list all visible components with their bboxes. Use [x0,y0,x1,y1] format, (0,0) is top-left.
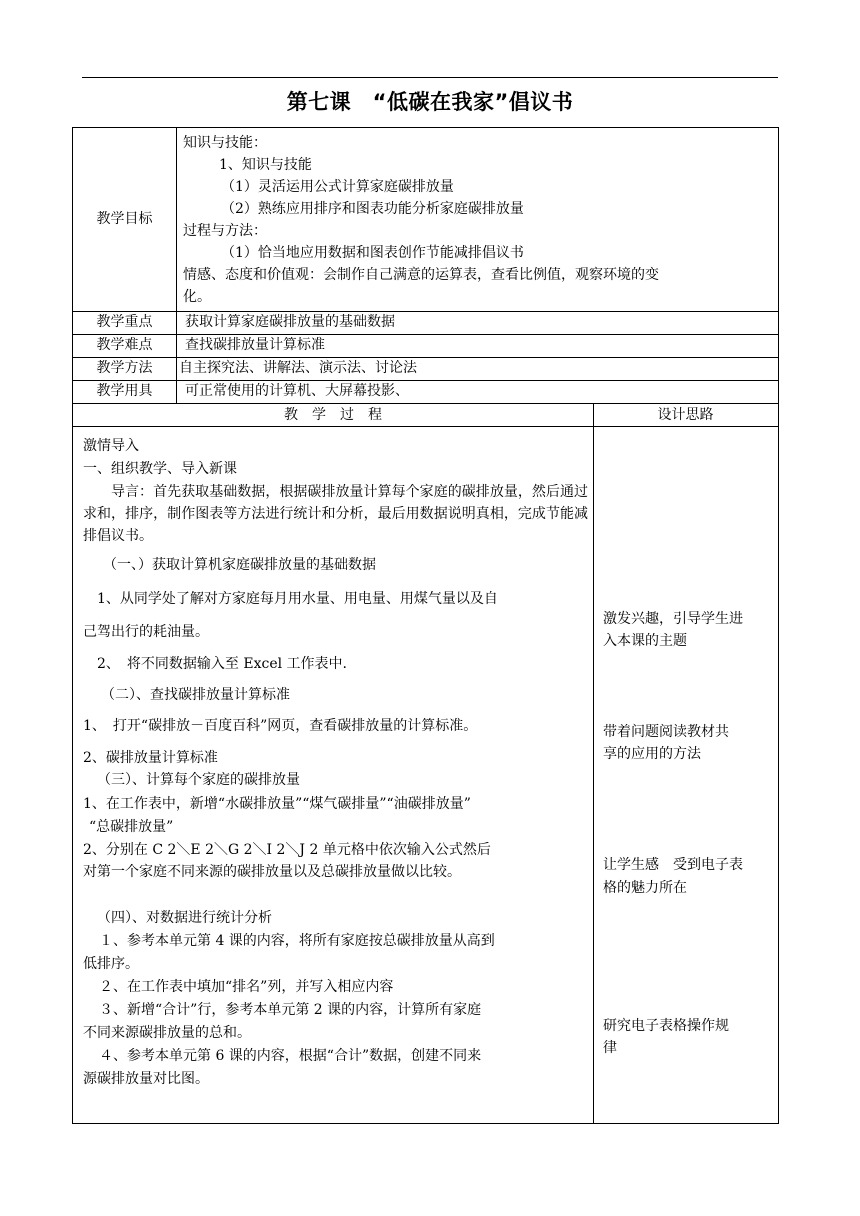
objective-line: 情感、态度和价值观：会制作自己满意的运算表，查看比例值，观察环境的变 [183,267,659,283]
design-note: 入本课的主题 [603,633,687,649]
row-divider [73,380,778,381]
objective-line: 过程与方法： [183,223,267,239]
row-divider [73,426,778,427]
objective-line: （1）恰当地应用数据和图表创作节能减排倡议书 [221,245,524,261]
process-line: 2、碳排放量计算标准 [83,750,218,766]
process-line: 激情导入 [83,438,139,454]
key-point-label: 教学重点 [96,314,153,330]
difficulty-value: 查找碳排放量计算标准 [185,337,325,353]
process-line: 1、在工作表中，新增“水碳排放量”“煤气碳排量”“油碳排放量” [83,796,471,812]
process-line: 1、 打开“碳排放－百度百科”网页，查看碳排放量的计算标准。 [83,718,478,734]
process-line: ２、在工作表中填加“排名”列，并写入相应内容 [99,979,394,995]
objective-line: （2）熟练应用排序和图表功能分析家庭碳排放量 [221,201,524,217]
process-line: （一、）获取计算机家庭碳排放量的基础数据 [103,557,376,573]
process-line: （二）、查找碳排放量计算标准 [101,687,290,703]
process-line: 1、从同学处了解对方家庭每月用水量、用电量、用煤气量以及自 [97,591,498,607]
process-line: 对第一个家庭不同来源的碳排放量以及总碳排放量做以比较。 [83,864,461,880]
objective-line: 知识与技能： [183,135,267,151]
key-point-value: 获取计算家庭碳排放量的基础数据 [185,314,395,330]
page-title: 第七课 “低碳在我家”倡议书 [286,90,574,114]
objective-line: （1）灵活运用公式计算家庭碳排放量 [221,179,454,195]
design-note: 享的应用的方法 [603,746,701,762]
process-line: 2、 将不同数据输入至 Excel 工作表中. [97,656,347,672]
design-note: 让学生感 受到电子表 [603,857,743,873]
process-line: （四）、对数据进行统计分析 [97,910,272,926]
process-line: 低排序。 [83,956,139,972]
row-divider [73,311,778,312]
label-column-divider [176,128,177,403]
process-line: 不同来源碳排放量的总和。 [83,1025,251,1041]
method-value: 自主探究法、讲解法、演示法、讨论法 [179,360,417,376]
design-note: 带着问题阅读教材共 [603,724,729,740]
objectives-content [183,132,773,308]
design-note: 研究电子表格操作规 [603,1018,729,1034]
header-rule [82,77,778,78]
difficulty-label: 教学难点 [96,337,153,353]
process-line: ４、参考本单元第 6 课的内容，根据“合计”数据，创建不同来 [99,1048,482,1064]
design-header: 设计思路 [657,407,714,423]
design-column-divider [593,403,594,1123]
process-line: １、参考本单元第 4 课的内容，将所有家庭按总碳排放量从高到 [99,933,495,949]
process-line: 2、分别在 C 2＼E 2＼G 2＼I 2＼J 2 单元格中依次输入公式然后 [83,842,491,858]
row-divider [73,334,778,335]
process-line: “总碳排放量” [89,819,174,835]
design-note: 格的魅力所在 [603,880,687,896]
process-line: 源碳排放量对比图。 [83,1071,209,1087]
process-line: （三）、计算每个家庭的碳排放量 [97,772,300,788]
process-intro: 导言：首先获取基础数据，根据碳排放量计算每个家庭的碳排放量，然后通过求和，排序，制作图表等方法进行统计和分析，最后用数据说明真相，完成节能减排倡议书。 [83,484,588,544]
tools-label: 教学用具 [96,383,153,399]
design-note: 律 [603,1040,617,1056]
process-header: 教 学 过 程 [284,407,382,423]
objective-line: 化。 [183,289,211,305]
objectives-label: 教学目标 [96,211,153,227]
objective-line: 1、知识与技能 [219,157,312,173]
method-label: 教学方法 [96,360,153,376]
process-line: 己驾出行的耗油量。 [83,624,209,640]
tools-value: 可正常使用的计算机、大屏幕投影、 [185,383,409,399]
process-line: ３、新增“合计”行，参考本单元第 2 课的内容，计算所有家庭 [99,1002,482,1018]
lesson-plan-table [72,127,779,1124]
design-note: 激发兴趣，引导学生进 [603,611,743,627]
process-line: 一、组织教学、导入新课 [83,461,237,477]
